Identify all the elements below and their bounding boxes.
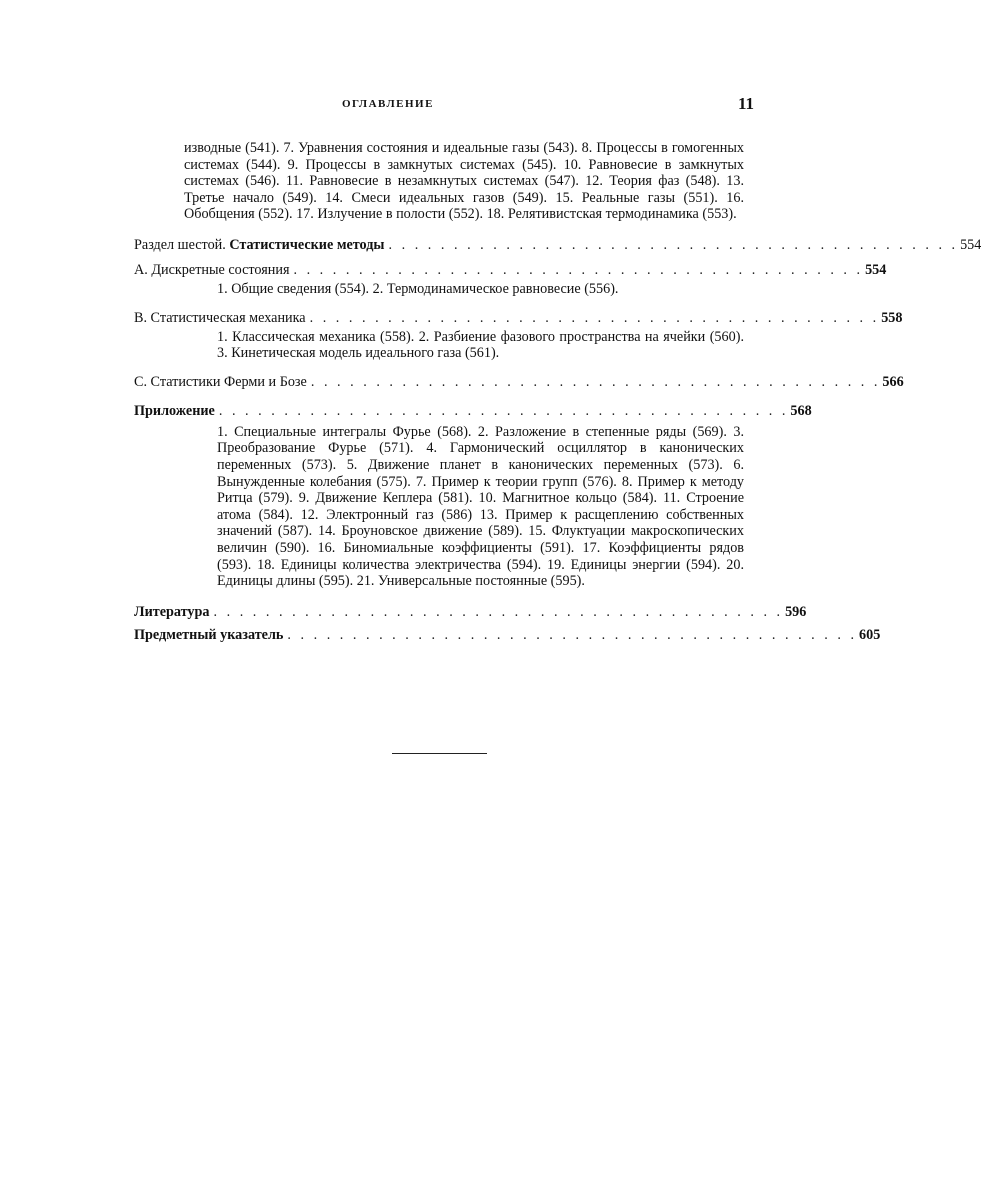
toc-entry-section-b[interactable] bbox=[134, 309, 903, 327]
toc-leader-dots: . . . . . . . . . . . . . . . . . . . . . . . . . . . . . . . . . . . . . . . . . . . . bbox=[218, 402, 789, 419]
toc-entry-label: В. Статистическая механика bbox=[134, 309, 306, 326]
toc-entry-literature[interactable] bbox=[134, 603, 807, 621]
toc-section-a-items: 1. Общие сведения (554). 2. Термодинамическое равновесие (556). bbox=[217, 280, 619, 297]
toc-entry-label: С. Статистики Ферми и Бозе bbox=[134, 373, 307, 390]
running-title: ОГЛАВЛЕНИЕ bbox=[342, 98, 434, 110]
toc-entry-section-6[interactable] bbox=[134, 236, 981, 254]
toc-page-number: 596 bbox=[785, 603, 807, 620]
toc-page-number: 554 bbox=[960, 236, 981, 253]
toc-section-b-items: 1. Классическая механика (558). 2. Разбиение фазового пространства на ячейки (560). 3. Кинетическая модель идеального газа (561). bbox=[217, 328, 744, 362]
toc-page-number: 566 bbox=[882, 373, 904, 390]
toc-entry-label bbox=[134, 237, 389, 254]
toc-appendix-items: 1. Специальные интегралы Фурье (568). 2. Разложение в степенные ряды (569). 3. Преобразование Фурье (571). 4. Гармонический осциллятор в канонических переменных (573). 5. Движение планет в канонических переменных (573). 6. Вынужденные колебания (575). 7. Пример к теории групп (576). 8. Пример к методу Ритца (579). 9. Движение Кеплера (581). 10. Магнитное кольцо (584). 11. Строение атома (584). 12. Электронный газ (586) 13. Пример к расщеплению собственных значений (587). 14. Броуновское движение (589). 15. Флуктуации макроскопических величин (590). 16. Биномиальные коэффициенты (591). 17. Коэффициенты рядов (593). 18. Единицы количества электричества (594). 19. Единицы энергии (594). 20. Единицы длины (595). 21. Универсальные постоянные (595). bbox=[217, 423, 744, 590]
toc-entry-index[interactable] bbox=[134, 626, 881, 644]
toc-page-number: 605 bbox=[859, 626, 881, 643]
closing-rule bbox=[392, 753, 487, 754]
page-header bbox=[134, 94, 754, 118]
toc-leader-dots: . . . . . . . . . . . . . . . . . . . . . . . . . . . . . . . . . . . . . . . . . . . . bbox=[309, 309, 880, 326]
toc-entry-label: Литература bbox=[134, 603, 210, 620]
toc-entry-label: А. Дискретные состояния bbox=[134, 261, 290, 278]
toc-leader-dots: . . . . . . . . . . . . . . . . . . . . . . . . . . . . . . . . . . . . . . . . . . . . bbox=[213, 603, 784, 620]
toc-entry-label: Приложение bbox=[134, 402, 215, 419]
toc-page-number: 568 bbox=[790, 402, 812, 419]
toc-entry-appendix[interactable] bbox=[134, 402, 812, 420]
toc-page-number: 554 bbox=[865, 261, 887, 278]
toc-entry-section-c[interactable] bbox=[134, 373, 904, 391]
toc-page-number: 558 bbox=[881, 309, 903, 326]
toc-leader-dots: . . . . . . . . . . . . . . . . . . . . . . . . . . . . . . . . . . . . . . . . . . . . bbox=[287, 626, 857, 643]
toc-leader-dots: . . . . . . . . . . . . . . . . . . . . . . . . . . . . . . . . . . . . . . . . . . . . bbox=[388, 236, 959, 253]
toc-leader-dots: . . . . . . . . . . . . . . . . . . . . . . . . . . . . . . . . . . . . . . . . . . . . bbox=[293, 261, 864, 278]
page-number: 11 bbox=[737, 94, 754, 113]
table-of-contents bbox=[134, 140, 981, 644]
toc-entry-label: Предметный указатель bbox=[134, 626, 284, 643]
toc-section-prefix: Раздел шестой. bbox=[134, 236, 230, 253]
toc-continuation-items: изводные (541). 7. Уравнения состояния и идеальные газы (543). 8. Процессы в гомогенных системах (544). 9. Процессы в замкнутых системах (545). 10. Равновесие в замкнутых системах (546). 11. Равновесие в незамкнутых системах (547). 12. Теория фаз (548). 13. Третье начало (549). 14. Смеси идеальных газов (549). 15. Реальные газы (551). 16. Обобщения (552). 17. Излучение в полости (552). 18. Релятивистская термодинамика (553). bbox=[184, 140, 744, 223]
toc-leader-dots: . . . . . . . . . . . . . . . . . . . . . . . . . . . . . . . . . . . . . . . . . . . . bbox=[310, 373, 881, 390]
toc-entry-section-a[interactable] bbox=[134, 261, 887, 279]
toc-section-title: Статистические методы bbox=[229, 236, 385, 253]
